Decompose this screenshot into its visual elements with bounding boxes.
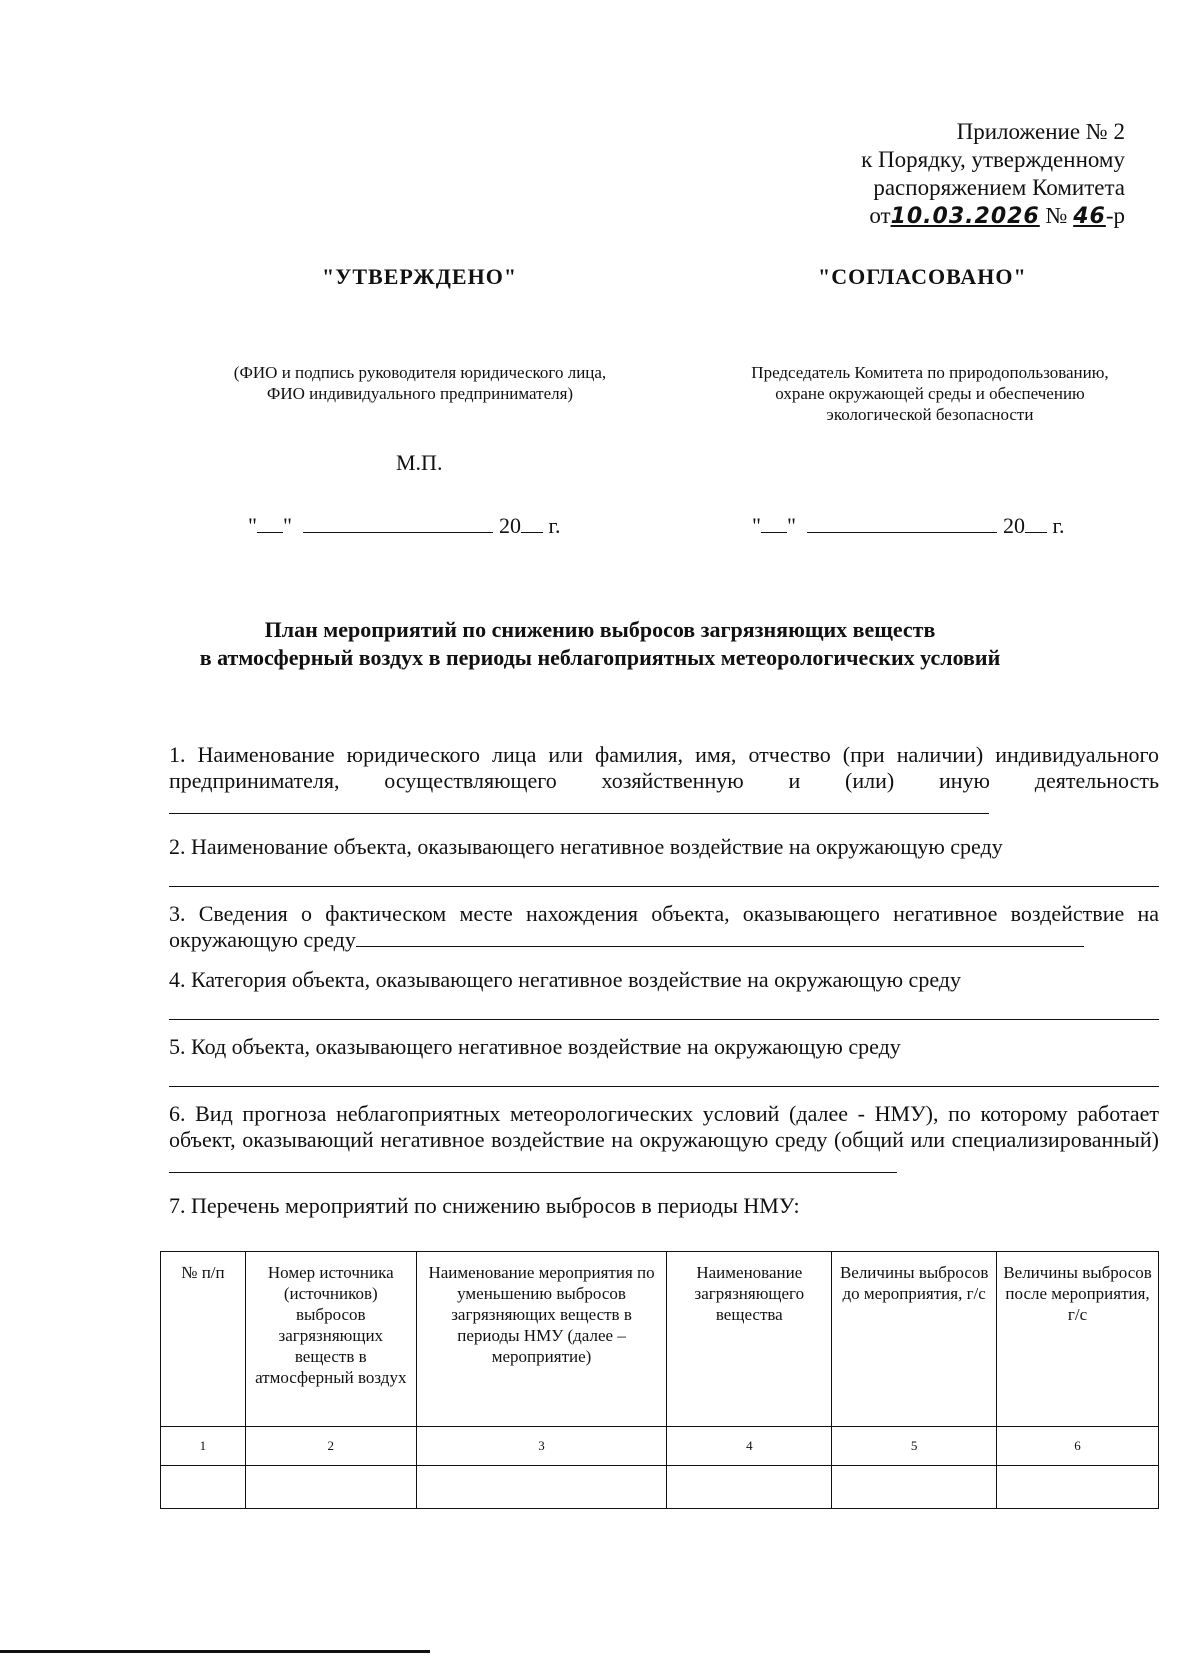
quote-open: " (752, 513, 761, 538)
item-6-text: 6. Вид прогноза неблагоприятных метеорологических условий (далее - НМУ), по которому работает объект, оказывающий негативное воздействие на окружающую среду (общий или специализированный) (169, 1101, 1159, 1152)
table-number-row (161, 1427, 1159, 1466)
items-list (169, 742, 1159, 1233)
date-prefix: от (869, 203, 891, 228)
quote-open: " (248, 513, 257, 538)
header-source: Номер источника (источников) выбросов загрязняющих веществ в атмосферный воздух (245, 1252, 416, 1427)
appendix-block (861, 118, 1125, 231)
table-cell (245, 1466, 416, 1509)
agreed-note-line-3: экологической безопасности (826, 405, 1034, 424)
header-number: № п/п (161, 1252, 246, 1427)
year-prefix: 20 (1002, 513, 1025, 538)
year-blank (521, 512, 543, 533)
approved-title: "УТВЕРЖДЕНО" (322, 264, 518, 289)
appendix-line-2: к Порядку, утвержденному (861, 147, 1125, 172)
heading-line-2: в атмосферный воздух в периоды неблагоприятных метеорологических условий (199, 645, 1001, 670)
item-1-text: 1. Наименование юридического лица или фамилия, имя, отчество (при наличии) индивидуального предпринимателя, осуществляющего хозяйственную и (или) иную деятельность (169, 742, 1159, 793)
header-pollutant: Наименование загрязняющего вещества (667, 1252, 832, 1427)
item-1 (169, 742, 1159, 820)
day-blank (761, 512, 787, 533)
header-measure: Наименование мероприятия по уменьшению выбросов загрязняющих веществ в периоды НМУ (далее – мероприятие) (416, 1252, 667, 1427)
item-4-blank (169, 993, 1159, 1020)
agreed-note-line-2: охране окружающей среды и обеспечению (775, 384, 1085, 403)
seal-label: М.П. (396, 450, 443, 475)
appendix-line-1: Приложение № 2 (956, 119, 1125, 144)
handwritten-number: 46 (1073, 204, 1106, 229)
handwritten-date: 10.03.2026 (890, 204, 1040, 229)
item-4: 4. Категория объекта, оказывающего негативное воздействие на окружающую среду (169, 967, 961, 992)
table-header-row (161, 1252, 1159, 1427)
number-prefix: № (1045, 203, 1068, 228)
table-cell (832, 1466, 997, 1509)
approved-note (180, 362, 660, 404)
number-suffix: -р (1105, 203, 1125, 228)
approved-note-line-1: (ФИО и подпись руководителя юридического лица, (233, 363, 607, 382)
month-blank (303, 512, 493, 533)
table-cell (997, 1466, 1159, 1509)
table-cell (161, 1466, 246, 1509)
agreed-date-line (752, 512, 1065, 539)
year-blank (1025, 512, 1047, 533)
column-number-3: 3 (416, 1427, 667, 1466)
table-cell (667, 1466, 832, 1509)
item-7: 7. Перечень мероприятий по снижению выбросов в периоды НМУ: (169, 1193, 800, 1218)
column-number-1: 1 (161, 1427, 246, 1466)
header-after: Величины выбросов после мероприятия, г/с (997, 1252, 1159, 1427)
day-blank (257, 512, 283, 533)
item-3-blank (356, 928, 1084, 947)
item-2: 2. Наименование объекта, оказывающего негативное воздействие на окружающую среду (169, 834, 1003, 859)
appendix-line-3: распоряжением Комитета (873, 175, 1125, 200)
table-cell (416, 1466, 667, 1509)
year-suffix: г. (548, 513, 561, 538)
approved-note-line-2: ФИО индивидуального предпринимателя) (266, 384, 574, 403)
item-3 (169, 901, 1159, 953)
table-row (161, 1466, 1159, 1509)
item-2-blank (169, 860, 1159, 887)
agreed-note (700, 362, 1160, 425)
month-blank (807, 512, 997, 533)
document-heading (0, 616, 1200, 672)
item-5: 5. Код объекта, оказывающего негативное воздействие на окружающую среду (169, 1034, 901, 1059)
measures-table (160, 1251, 1159, 1509)
column-number-2: 2 (245, 1427, 416, 1466)
item-6-blank (169, 1154, 897, 1173)
agreed-title: "СОГЛАСОВАНО" (818, 264, 1027, 289)
item-5-blank (169, 1060, 1159, 1087)
column-number-5: 5 (832, 1427, 997, 1466)
year-prefix: 20 (498, 513, 521, 538)
approved-date-line (248, 512, 561, 539)
quote-close: " (786, 513, 796, 538)
item-6 (169, 1101, 1159, 1179)
agreed-note-line-1: Председатель Комитета по природопользованию, (751, 363, 1109, 382)
header-before: Величины выбросов до мероприятия, г/с (832, 1252, 997, 1427)
item-3-text: 3. Сведения о фактическом месте нахождения объекта, оказывающего негативное воздействие на окружающую среду (169, 901, 1159, 952)
column-number-6: 6 (997, 1427, 1159, 1466)
column-number-4: 4 (667, 1427, 832, 1466)
year-suffix: г. (1052, 513, 1065, 538)
quote-close: " (282, 513, 292, 538)
item-1-blank (169, 795, 989, 814)
scan-edge-line (0, 1650, 430, 1653)
appendix-date-line (861, 202, 1125, 231)
heading-line-1: План мероприятий по снижению выбросов загрязняющих веществ (264, 617, 936, 642)
